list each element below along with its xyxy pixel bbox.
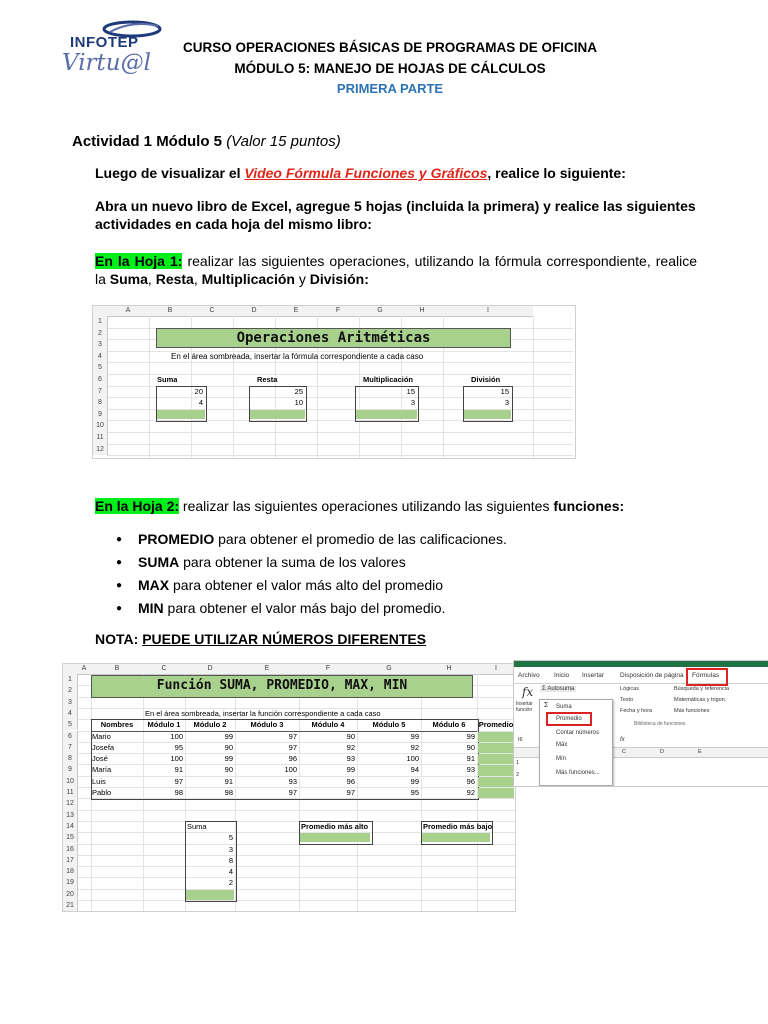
group-value: 20: [194, 386, 203, 396]
tab-insertar[interactable]: Insertar: [582, 672, 605, 679]
result-cell: [157, 410, 205, 420]
suma-result: [186, 890, 234, 900]
table-cell: 99: [346, 765, 355, 775]
table-cell: 90: [224, 765, 233, 775]
group-value: 3: [410, 398, 415, 408]
table-cell: 92: [466, 788, 475, 797]
row-header: 15: [63, 832, 78, 843]
table-cell: 95: [410, 788, 419, 797]
row-header: 3: [63, 697, 78, 708]
row-header: 7: [63, 742, 78, 753]
ribbon-group-fecha[interactable]: Fecha y hora: [620, 708, 653, 714]
video-link[interactable]: Video Fórmula Funciones y Gráficos: [244, 165, 488, 181]
activity-name: Actividad 1 Módulo 5: [72, 133, 223, 150]
menu-item-max[interactable]: Máx: [556, 742, 568, 748]
column-header: D: [185, 664, 235, 675]
table-header: Nombres: [100, 720, 134, 730]
column-header: F: [299, 664, 357, 675]
group-value: 3: [504, 398, 509, 408]
list-item: ● SUMA para obtener la suma de los valores: [118, 553, 507, 576]
table-cell: 92: [346, 742, 355, 752]
table-cell: 97: [288, 742, 297, 752]
column-header: C: [191, 306, 233, 317]
max-result: [300, 833, 370, 842]
ribbon-col-headers: C D E: [514, 747, 768, 758]
group-value: 15: [406, 386, 415, 396]
table-cell: 90: [466, 742, 475, 752]
column-header: G: [359, 306, 401, 317]
logo-virtual: Virtu@l: [62, 50, 151, 76]
tab-archivo[interactable]: Archivo: [518, 672, 540, 679]
min-label: Promedio más bajo: [423, 821, 493, 831]
table-cell: 98: [174, 788, 183, 797]
promedio-cell: [478, 732, 514, 742]
table-cell: 92: [410, 742, 419, 752]
table-cell: María: [92, 765, 112, 775]
row-header: 4: [93, 351, 108, 363]
table-cell: 91: [224, 776, 233, 786]
table-cell: 99: [410, 731, 419, 741]
table-header: Módulo 5: [372, 720, 406, 730]
column-header: D: [233, 306, 275, 317]
table-header: Módulo 6: [432, 720, 466, 730]
list-item: ● MIN para obtener el valor más bajo del promedio.: [118, 599, 507, 622]
list-item: ● PROMEDIO para obtener el promedio de las calificaciones.: [118, 530, 507, 553]
row-header: 21: [63, 900, 78, 911]
table-cell: 96: [346, 776, 355, 786]
row-header: 10: [93, 420, 108, 432]
activity-title: [72, 133, 341, 150]
suma-value: 2: [228, 878, 233, 888]
column-header: B: [149, 306, 191, 317]
ribbon-title-strip: [514, 661, 768, 667]
table-cell: 94: [410, 765, 419, 775]
row-header: 7: [93, 386, 108, 398]
row-header: 1: [93, 316, 108, 328]
tab-inicio[interactable]: Inicio: [554, 672, 570, 679]
gridline: [533, 316, 534, 458]
suma-value: 5: [228, 833, 233, 843]
row-header: 2: [63, 685, 78, 696]
intro-paragraph: Luego de visualizar el Video Fórmula Funciones y Gráficos, realice lo siguiente:: [95, 165, 626, 181]
table-cell: 96: [466, 776, 475, 786]
table-cell: Mario: [92, 731, 111, 741]
autosuma-button[interactable]: Σ Autosuma: [542, 686, 575, 692]
table-cell: 90: [224, 742, 233, 752]
gridline: [107, 455, 573, 456]
formulas-highlight: [686, 668, 728, 686]
suma-value: 8: [228, 855, 233, 865]
table-cell: José: [92, 754, 108, 764]
fx-icon: fx: [522, 685, 534, 699]
column-header: F: [317, 306, 359, 317]
spreadsheet-funciones: [62, 663, 516, 912]
menu-item-promedio[interactable]: Promedio: [556, 716, 582, 722]
table-cell: 98: [224, 788, 233, 797]
min-result: [422, 833, 490, 842]
ribbon-tabs: [514, 669, 768, 684]
column-header: B: [91, 664, 143, 675]
ribbon-group-busqueda[interactable]: Búsqueda y referencia: [674, 686, 730, 692]
nota: NOTA: PUEDE UTILIZAR NÚMEROS DIFERENTES: [95, 631, 427, 647]
table-cell: 90: [346, 731, 355, 741]
row-header: 16: [63, 844, 78, 855]
group-value: 25: [294, 386, 303, 396]
column-header: E: [275, 306, 317, 317]
table-cell: 96: [288, 754, 297, 764]
column-header: E: [235, 664, 299, 675]
table-cell: 93: [288, 776, 297, 786]
tab-formulas[interactable]: Fórmulas: [692, 672, 720, 679]
group-label: División: [471, 375, 501, 384]
column-header: I: [477, 664, 515, 675]
table-cell: Josefa: [92, 742, 115, 752]
table-header: Módulo 4: [311, 720, 345, 730]
ribbon-group-texto[interactable]: Texto: [620, 697, 634, 703]
column-header: H: [401, 306, 443, 317]
gridline: [149, 316, 150, 458]
table-cell: 99: [224, 754, 233, 764]
row-header: 10: [63, 776, 78, 787]
column-header: C: [143, 664, 185, 675]
group-value: 10: [294, 398, 303, 408]
menu-item-contar[interactable]: Contar números: [556, 730, 600, 736]
ribbon-group-logicas[interactable]: Lógicas: [620, 686, 639, 692]
group-value: 4: [198, 398, 203, 408]
sheet-subtitle: En el área sombreada, insertar la función correspondiente a cada caso: [145, 708, 381, 718]
row-header: 12: [63, 798, 78, 809]
ribbon-group-mas[interactable]: Más funciones: [674, 708, 710, 714]
tab-disposicion[interactable]: Disposición de página: [620, 672, 684, 679]
table-cell: 99: [224, 731, 233, 741]
instruction-paragraph: Abra un nuevo libro de Excel, agregue 5 hojas (incluida la primera) y realice las siguientes actividades en cada hoja del mismo libro:: [95, 198, 696, 232]
row-header: 9: [63, 764, 78, 775]
promedio-cell: [478, 754, 514, 764]
formula-fx-icon: fx: [620, 737, 625, 743]
row-header: 11: [93, 432, 108, 444]
ribbon-group-matematicas[interactable]: Matemáticas y trigon.: [674, 697, 727, 703]
row-header: 6: [63, 731, 78, 742]
table-header: Promedio: [478, 720, 514, 730]
spreadsheet-operaciones: [92, 305, 576, 459]
result-cell: [356, 410, 417, 420]
insert-function-button[interactable]: Insertar función: [516, 701, 533, 713]
group-label: Suma: [157, 375, 178, 384]
table-header: Módulo 3: [250, 720, 284, 730]
table-cell: 100: [170, 731, 183, 741]
library-label: Biblioteca de funciones: [634, 721, 686, 727]
row-header: 8: [93, 397, 108, 409]
column-header: G: [357, 664, 421, 675]
row-header: 11: [63, 787, 78, 798]
table-cell: 99: [466, 731, 475, 741]
activity-value: (Valor 15 puntos): [226, 133, 341, 150]
table-cell: 97: [346, 788, 355, 797]
hoja1-paragraph: En la Hoja 1: realizar las siguientes operaciones, utilizando la fórmula correspondiente, realice la Suma, Resta, Multiplicación y División:: [95, 253, 697, 287]
sheet-banner: Función SUMA, PROMEDIO, MAX, MIN: [91, 675, 473, 698]
row-header: 6: [93, 374, 108, 386]
row-header: 13: [63, 810, 78, 821]
table-cell: 100: [406, 754, 419, 764]
promedio-cell: [478, 765, 514, 775]
row-header: 1: [63, 674, 78, 685]
gridline: [107, 432, 573, 433]
row-header: 3: [93, 339, 108, 351]
gridline: [107, 362, 573, 363]
sheet-banner: Operaciones Aritméticas: [156, 328, 511, 348]
table-cell: 91: [174, 765, 183, 775]
functions-list: [118, 530, 507, 622]
promedio-highlight: [546, 712, 592, 726]
hoja1-label: En la Hoja 1:: [95, 253, 183, 269]
excel-ribbon-screenshot: Archivo Inicio Insertar Disposición de página Fórmulas fx Insertar función Σ Autosuma Lógicas Búsqueda y referencia Texto Matemáticas y trigon. Fecha y hora Más funciones Biblioteca de funciones I6 fx C D E 1 2 Σ Suma Promedio Contar números Máx Mín Más funciones...: [513, 660, 768, 787]
part-title: PRIMERA PARTE: [336, 81, 444, 96]
table-cell: Luis: [92, 776, 106, 786]
promedio-cell: [478, 788, 514, 798]
table-cell: 97: [174, 776, 183, 786]
result-cell: [250, 410, 305, 420]
row-header: 9: [93, 409, 108, 421]
table-cell: 91: [466, 754, 475, 764]
group-value: 15: [500, 386, 509, 396]
result-cell: [464, 410, 511, 420]
suma-value: 4: [228, 867, 233, 877]
column-header: H: [421, 664, 477, 675]
row-header: 4: [63, 708, 78, 719]
promedio-cell: [478, 743, 514, 753]
menu-item-min[interactable]: Mín: [556, 756, 567, 762]
table-cell: 100: [284, 765, 297, 775]
row-header: 2: [93, 328, 108, 340]
row-header: 8: [63, 753, 78, 764]
table-header: Módulo 2: [193, 720, 227, 730]
suma-value: 3: [228, 844, 233, 854]
row-header: 18: [63, 866, 78, 877]
row-header: 5: [93, 362, 108, 374]
group-label: Resta: [257, 375, 278, 384]
table-cell: 93: [466, 765, 475, 775]
logo-infotep: INFOTEP: [70, 34, 139, 51]
menu-item-mas[interactable]: Más funciones...: [556, 770, 600, 776]
table-cell: 97: [288, 788, 297, 797]
table-cell: 100: [170, 754, 183, 764]
menu-item-suma[interactable]: Suma: [556, 704, 572, 710]
table-cell: 97: [288, 731, 297, 741]
course-title: CURSO OPERACIONES BÁSICAS DE PROGRAMAS DE OFICINA: [182, 40, 598, 55]
autosuma-dropdown-menu: [539, 699, 613, 786]
table-cell: 93: [346, 754, 355, 764]
table-cell: 99: [410, 776, 419, 786]
suma-label: Suma: [187, 821, 207, 831]
gridline: [107, 444, 573, 445]
row-header: 5: [63, 719, 78, 730]
gridline: [77, 911, 515, 912]
max-label: Promedio más alto: [301, 821, 369, 831]
table-cell: Pablo: [92, 788, 112, 797]
list-item: ● MAX para obtener el valor más alto del promedio: [118, 576, 507, 599]
row-header: 12: [93, 444, 108, 456]
row-header: 19: [63, 877, 78, 888]
name-box[interactable]: I6: [518, 737, 523, 743]
group-label: Multiplicación: [363, 375, 414, 384]
table-header: Módulo 1: [147, 720, 181, 730]
column-header: I: [443, 306, 533, 317]
row-header: 17: [63, 855, 78, 866]
sheet-subtitle: En el área sombreada, insertar la fórmula correspondiente a cada caso: [171, 351, 424, 361]
column-header: A: [107, 306, 149, 317]
column-header: A: [77, 664, 91, 675]
table-cell: 95: [174, 742, 183, 752]
hoja2-label: En la Hoja 2:: [95, 498, 180, 514]
module-title: MÓDULO 5: MANEJO DE HOJAS DE CÁLCULOS: [234, 61, 546, 76]
row-header: 20: [63, 889, 78, 900]
hoja2-paragraph: En la Hoja 2: realizar las siguientes operaciones utilizando las siguientes funciones:: [95, 498, 625, 514]
promedio-cell: [478, 777, 514, 787]
row-header: 14: [63, 821, 78, 832]
sigma-icon: Σ: [544, 702, 549, 709]
